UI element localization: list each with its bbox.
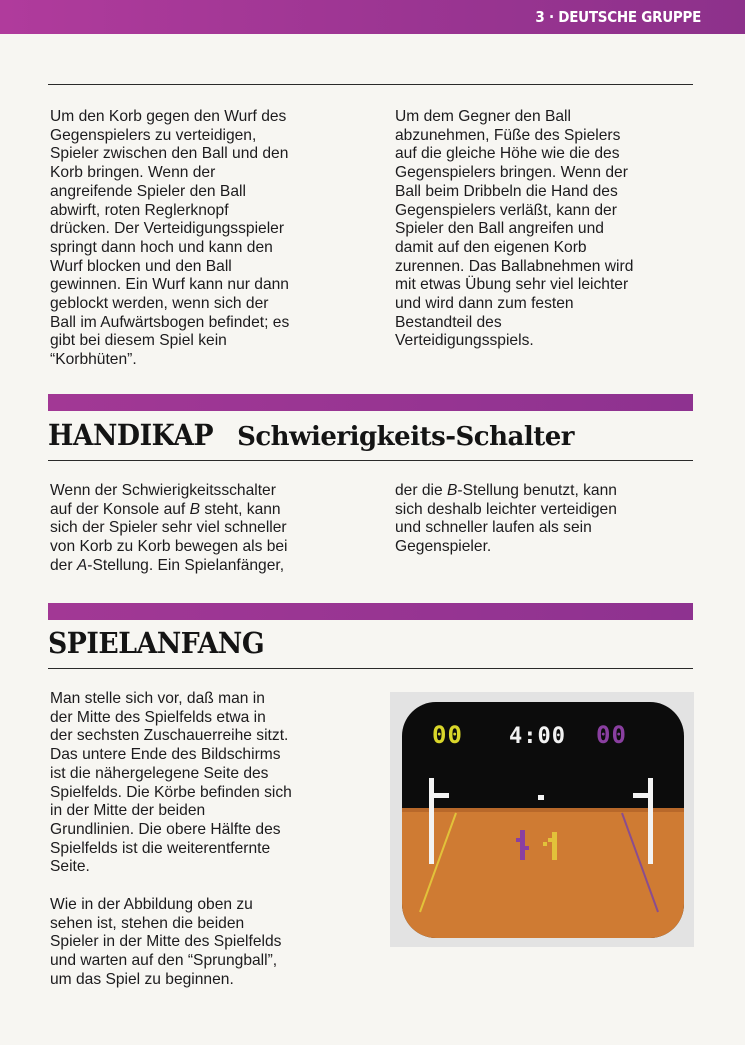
game-clock: 4:00 [509,724,566,749]
spielanfang-rule [48,668,693,669]
handikap-heading-sub: Schwierigkeits-Schalter [237,422,575,452]
spielanfang-para-2: Wie in der Abbildung oben zu sehen ist, stehen die beiden Spieler in der Mitte des Spielfelds und warten auf den “Sprungball”, um das Spiel zu beginnen. [50,896,282,988]
right-basket-pole [648,778,653,864]
handikap-right-column [395,482,705,557]
handikap-rule [48,460,693,461]
handikap-band [48,394,693,411]
handikap-left-b: B [189,500,200,518]
intro-right-column: Um dem Gegner den Ball abzunehmen, Füße des Spielers auf die gleiche Höhe wie die des Gegenspielers bringen. Wenn der Ball beim Dribbeln die Hand des Gegenspielers verläßt, kann der Spieler den Ball angreifen und damit auf den eigenen Korb zurennen. Das Ballabnehmen wird mit etwas Übung sehr viel leichter und wird dann zum festen Bestandteil des Verteidigungsspiels. [395,108,634,350]
section-header-bar [0,0,745,34]
top-rule [48,84,693,85]
spielanfang-heading [48,626,283,660]
score-left: 00 [432,721,463,749]
handikap-left-text-1: Wenn der Schwierigkeitsschalter auf der Konsole auf [50,482,276,518]
spielanfang-band [48,603,693,620]
handikap-heading-main: HANDIKAP [48,418,214,452]
spielanfang-heading-text: SPIELANFANG [48,626,265,660]
handikap-left-text-3: -Stellung. Ein Spielanfänger, [87,556,285,574]
game-screen-illustration [390,692,694,947]
game-screen-svg [390,692,694,947]
score-right: 00 [596,721,627,749]
ball [538,795,544,800]
right-basket-rim [633,793,653,798]
handikap-left-text-2: steht, kann sich der Spieler sehr viel schneller von Korb zu Korb bewegen als bei der [50,500,288,574]
spielanfang-para-1: Man stelle sich vor, daß man in der Mitte des Spielfelds etwa in der sechsten Zuschauerreihe sitzt. Das untere Ende des Bildschirms ist die nähergelegene Seite des Spielfelds. Die Körbe befinden sich in der Mitte der beiden Grundlinien. Die obere Hälfte des Spielfelds ist die weiterentfernte Seite. [50,690,292,876]
handikap-right-b: B [447,482,458,499]
handikap-left-column [50,482,370,576]
left-basket-rim [429,793,449,798]
handikap-right-text-1: der die [395,482,448,499]
handikap-right-text-2: -Stellung benutzt, kann sich deshalb leichter verteidigen und schneller laufen als sein Gegenspieler. [395,482,617,556]
section-label: 3 · DEUTSCHE GRUPPE [535,8,701,26]
left-basket-pole [429,778,434,864]
handikap-heading [48,418,574,452]
intro-left-column: Um den Korb gegen den Wurf des Gegenspielers zu verteidigen, Spieler zwischen den Ball und den Korb bringen. Wenn der angreifende Spieler den Ball abwirft, roten Reglerknopf drücken. Der Verteidigungsspieler springt dann hoch und kann den Wurf blocken und den Ball gewinnen. Ein Wurf kann nur dann geblockt werden, wenn sich der Ball im Aufwärtsbogen befindet; es gibt bei diesem Spiel kein “Korbhüten”. [50,108,290,369]
handikap-left-a: A [76,556,88,574]
